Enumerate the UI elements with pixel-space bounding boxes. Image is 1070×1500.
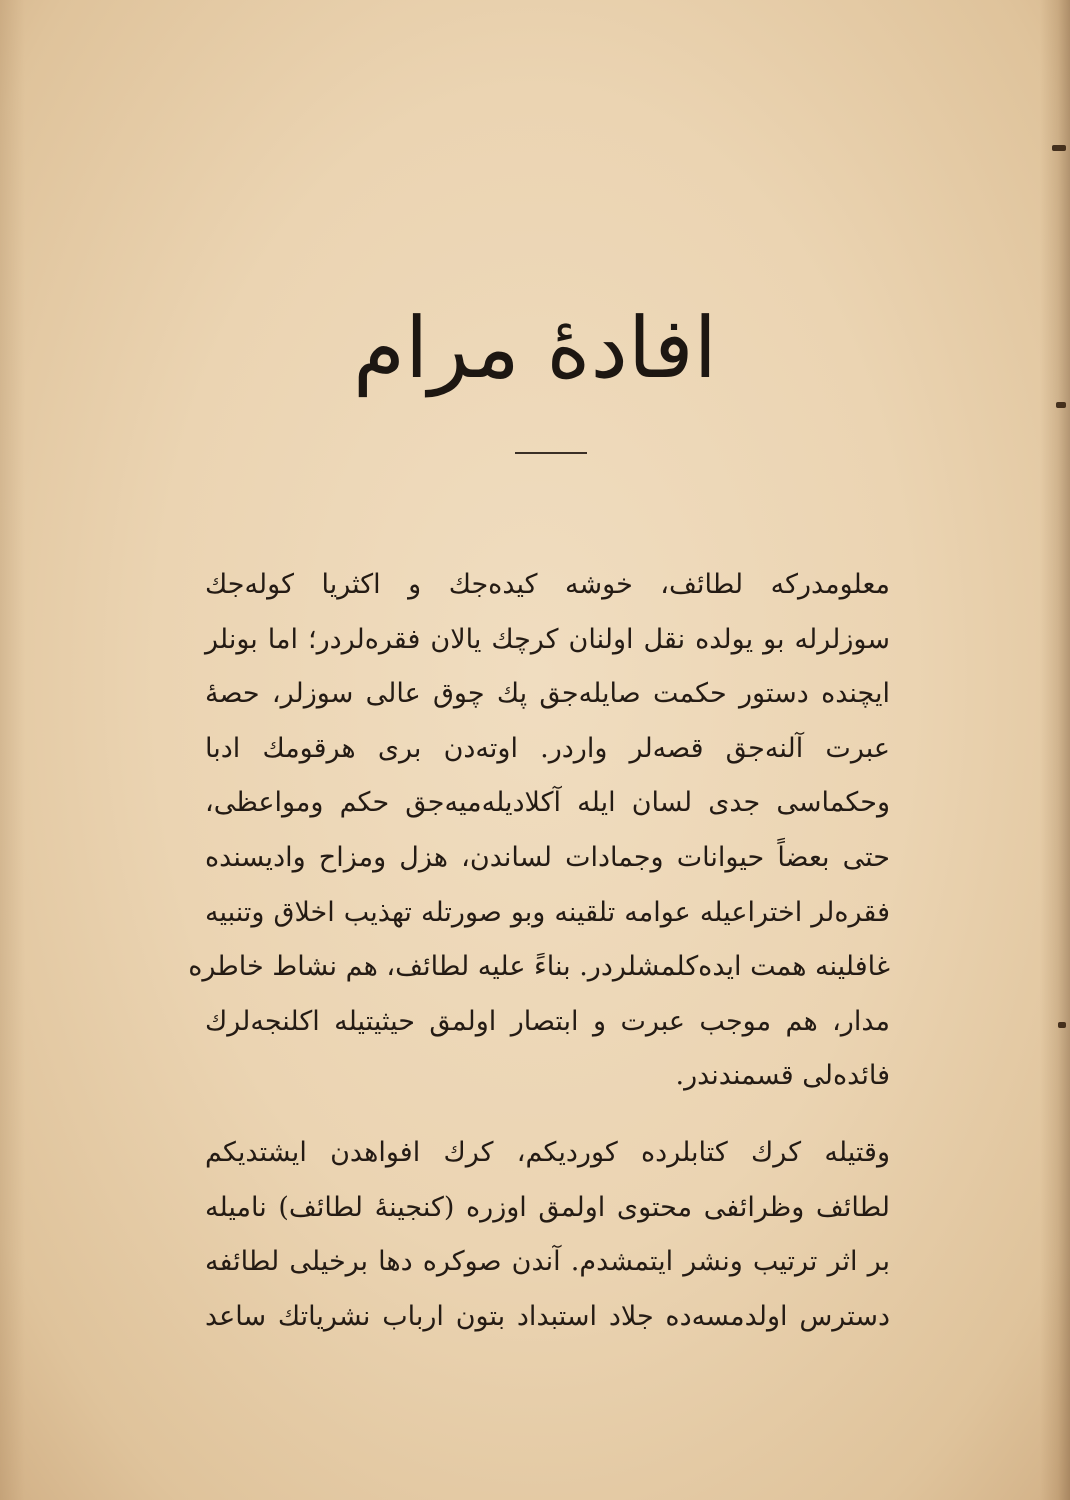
body-text: [188, 558, 890, 1366]
text-line: غافلینه همت ایده‌کلمشلردر. بناءً علیه لطائف، هم نشاط خاطره: [188, 951, 890, 983]
text-line: لطائف وظرائفی محتوی اولمق اوزره (کنجینهٔ لطائف) نامیله: [205, 1191, 890, 1223]
text-line: وحکماسی جدی لسان ایله آکلادیله‌میه‌جق حکم ومواعظی،: [205, 787, 890, 819]
text-line: مدار، هم موجب عبرت و ابتصار اولمق حیثیتیله اکلنجه‌لرك: [205, 1005, 890, 1037]
text-line: عبرت آلنه‌جق قصه‌لر واردر. اوته‌دن بری هرقومك ادبا: [205, 732, 890, 764]
binding-thread-mark: [1056, 402, 1066, 408]
text-line: فقره‌لر اختراعیله عوامه تلقینه وبو صورتله تهذیب اخلاق وتنبیه: [205, 896, 890, 928]
text-line: معلومدرکه لطائف، خوشه کیده‌جك و اکثریا کوله‌جك: [205, 569, 890, 600]
paragraph-2: [205, 1126, 890, 1344]
binding-thread-mark: [1052, 145, 1066, 151]
page-title: افادهٔ مرام: [353, 299, 717, 397]
text-line: وقتیله کرك کتابلرده کوردیکم، کرك افواهدن ایشتدیکم: [205, 1136, 890, 1168]
text-line: دسترس اولدمسه‌ده جلاد استبداد بتون ارباب نشریاتك ساعد: [205, 1300, 890, 1332]
text-line: بر اثر ترتیب ونشر ایتمشدم. آندن صوکره دها برخیلی لطائفه: [205, 1246, 890, 1278]
text-line: ایچنده دستور حکمت صایله‌جق پك چوق عالی سوزلر، حصهٔ: [205, 678, 890, 710]
text-line: سوزلرله بو یولده نقل اولنان کرچك یالان فقره‌لردر؛ اما بونلر: [205, 623, 890, 655]
binding-thread-mark: [1058, 1022, 1066, 1028]
title-divider: [515, 452, 587, 454]
text-line: فائده‌لی قسمندندر.: [675, 1060, 890, 1092]
paragraph-1: [188, 558, 890, 1104]
text-line: حتی بعضاً حیوانات وجمادات لساندن، هزل ومزاح وادیسنده: [205, 841, 890, 873]
